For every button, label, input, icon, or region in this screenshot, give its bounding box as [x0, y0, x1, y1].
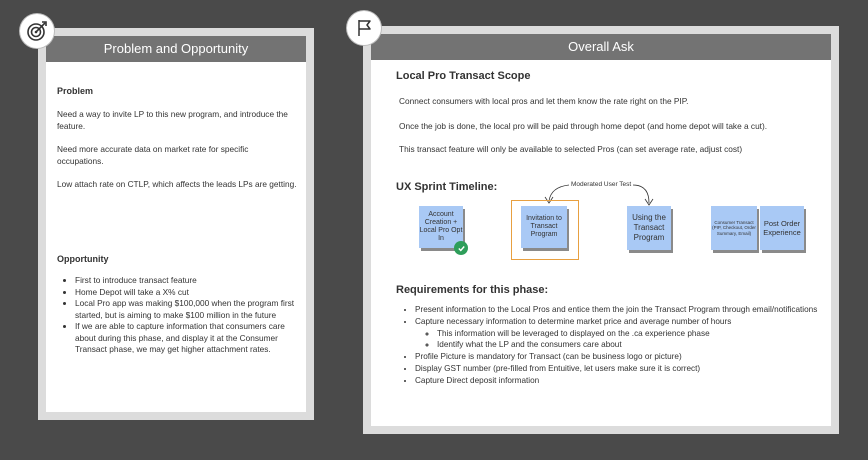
list-item: • If we are able to capture information that consumers care about during this phase, and display it at the Consumer Transact phase, we may get higher attachment rates.	[75, 321, 297, 356]
problem-paragraph: Need a way to invite LP to this new program, and introduce the feature.	[57, 109, 288, 131]
sticky-consumer-transact: Consumer Transact (PIP, Checkout, Order Summary, Email)	[711, 206, 757, 250]
problem-opportunity-panel	[46, 36, 306, 412]
opportunity-title: Opportunity	[57, 254, 109, 264]
opportunity-list	[57, 275, 297, 356]
timeline-title: UX Sprint Timeline:	[396, 181, 498, 193]
list-item: ◦ This information will be leveraged to displayed on the .ca experience phase	[437, 328, 835, 340]
problem-paragraph: Need more accurate data on market rate for specific occupations.	[57, 144, 249, 166]
sticky-using-program: Using the Transact Program	[627, 206, 671, 250]
list-item: • Display GST number (pre-filled from Entuitive, let users make sure it is correct)	[415, 363, 835, 375]
scope-title: Local Pro Transact Scope	[396, 70, 531, 82]
check-circle-icon	[454, 241, 468, 255]
list-item: • Capture necessary information to determine market price and average number of hours ◦ This information will be leveraged to displayed on the .ca experience phase ◦ Identify what the LP and the consumers care about	[415, 316, 835, 351]
scope-line: This transact feature will only be available to selected Pros (can set average rate, adjust cost)	[399, 144, 743, 154]
timeline-annotation: Moderated User Test	[571, 181, 632, 188]
requirements-title: Requirements for this phase:	[396, 284, 549, 296]
problem-opportunity-header: Problem and Opportunity	[46, 36, 306, 62]
list-item: • First to introduce transact feature	[75, 275, 297, 287]
problem-paragraph: Low attach rate on CTLP, which affects the leads LPs are getting.	[57, 179, 297, 189]
sticky-account-creation: Account Creation + Local Pro Opt In	[419, 206, 463, 248]
list-item: • Local Pro app was making $100,000 when the program first started, but is aiming to make $100 million in the future	[75, 298, 297, 321]
overall-ask-card	[363, 26, 839, 434]
problem-opportunity-card	[38, 28, 314, 420]
overall-ask-header: Overall Ask	[371, 34, 831, 60]
list-item: • Present information to the Local Pros and entice them the join the Transact Program through email/notifications	[415, 304, 835, 316]
target-icon	[20, 14, 54, 48]
problem-title: Problem	[57, 86, 94, 96]
scope-line: Once the job is done, the local pro will be paid through home depot (and home depot will take a cut).	[399, 121, 768, 131]
flag-icon	[347, 11, 381, 45]
list-item: • Capture Direct deposit information	[415, 375, 835, 387]
overall-ask-panel	[371, 34, 831, 426]
sticky-post-order: Post Order Experience	[760, 206, 804, 250]
list-item: • Home Depot will take a X% cut	[75, 287, 297, 299]
list-item: ◦ Identify what the LP and the consumers care about	[437, 339, 835, 351]
requirements-list	[397, 304, 835, 387]
sticky-invitation: Invitation to Transact Program	[521, 206, 567, 248]
scope-line: Connect consumers with local pros and let them know the rate right on the PIP.	[399, 96, 689, 106]
list-item: • Profile Picture is mandatory for Transact (can be business logo or picture)	[415, 351, 835, 363]
